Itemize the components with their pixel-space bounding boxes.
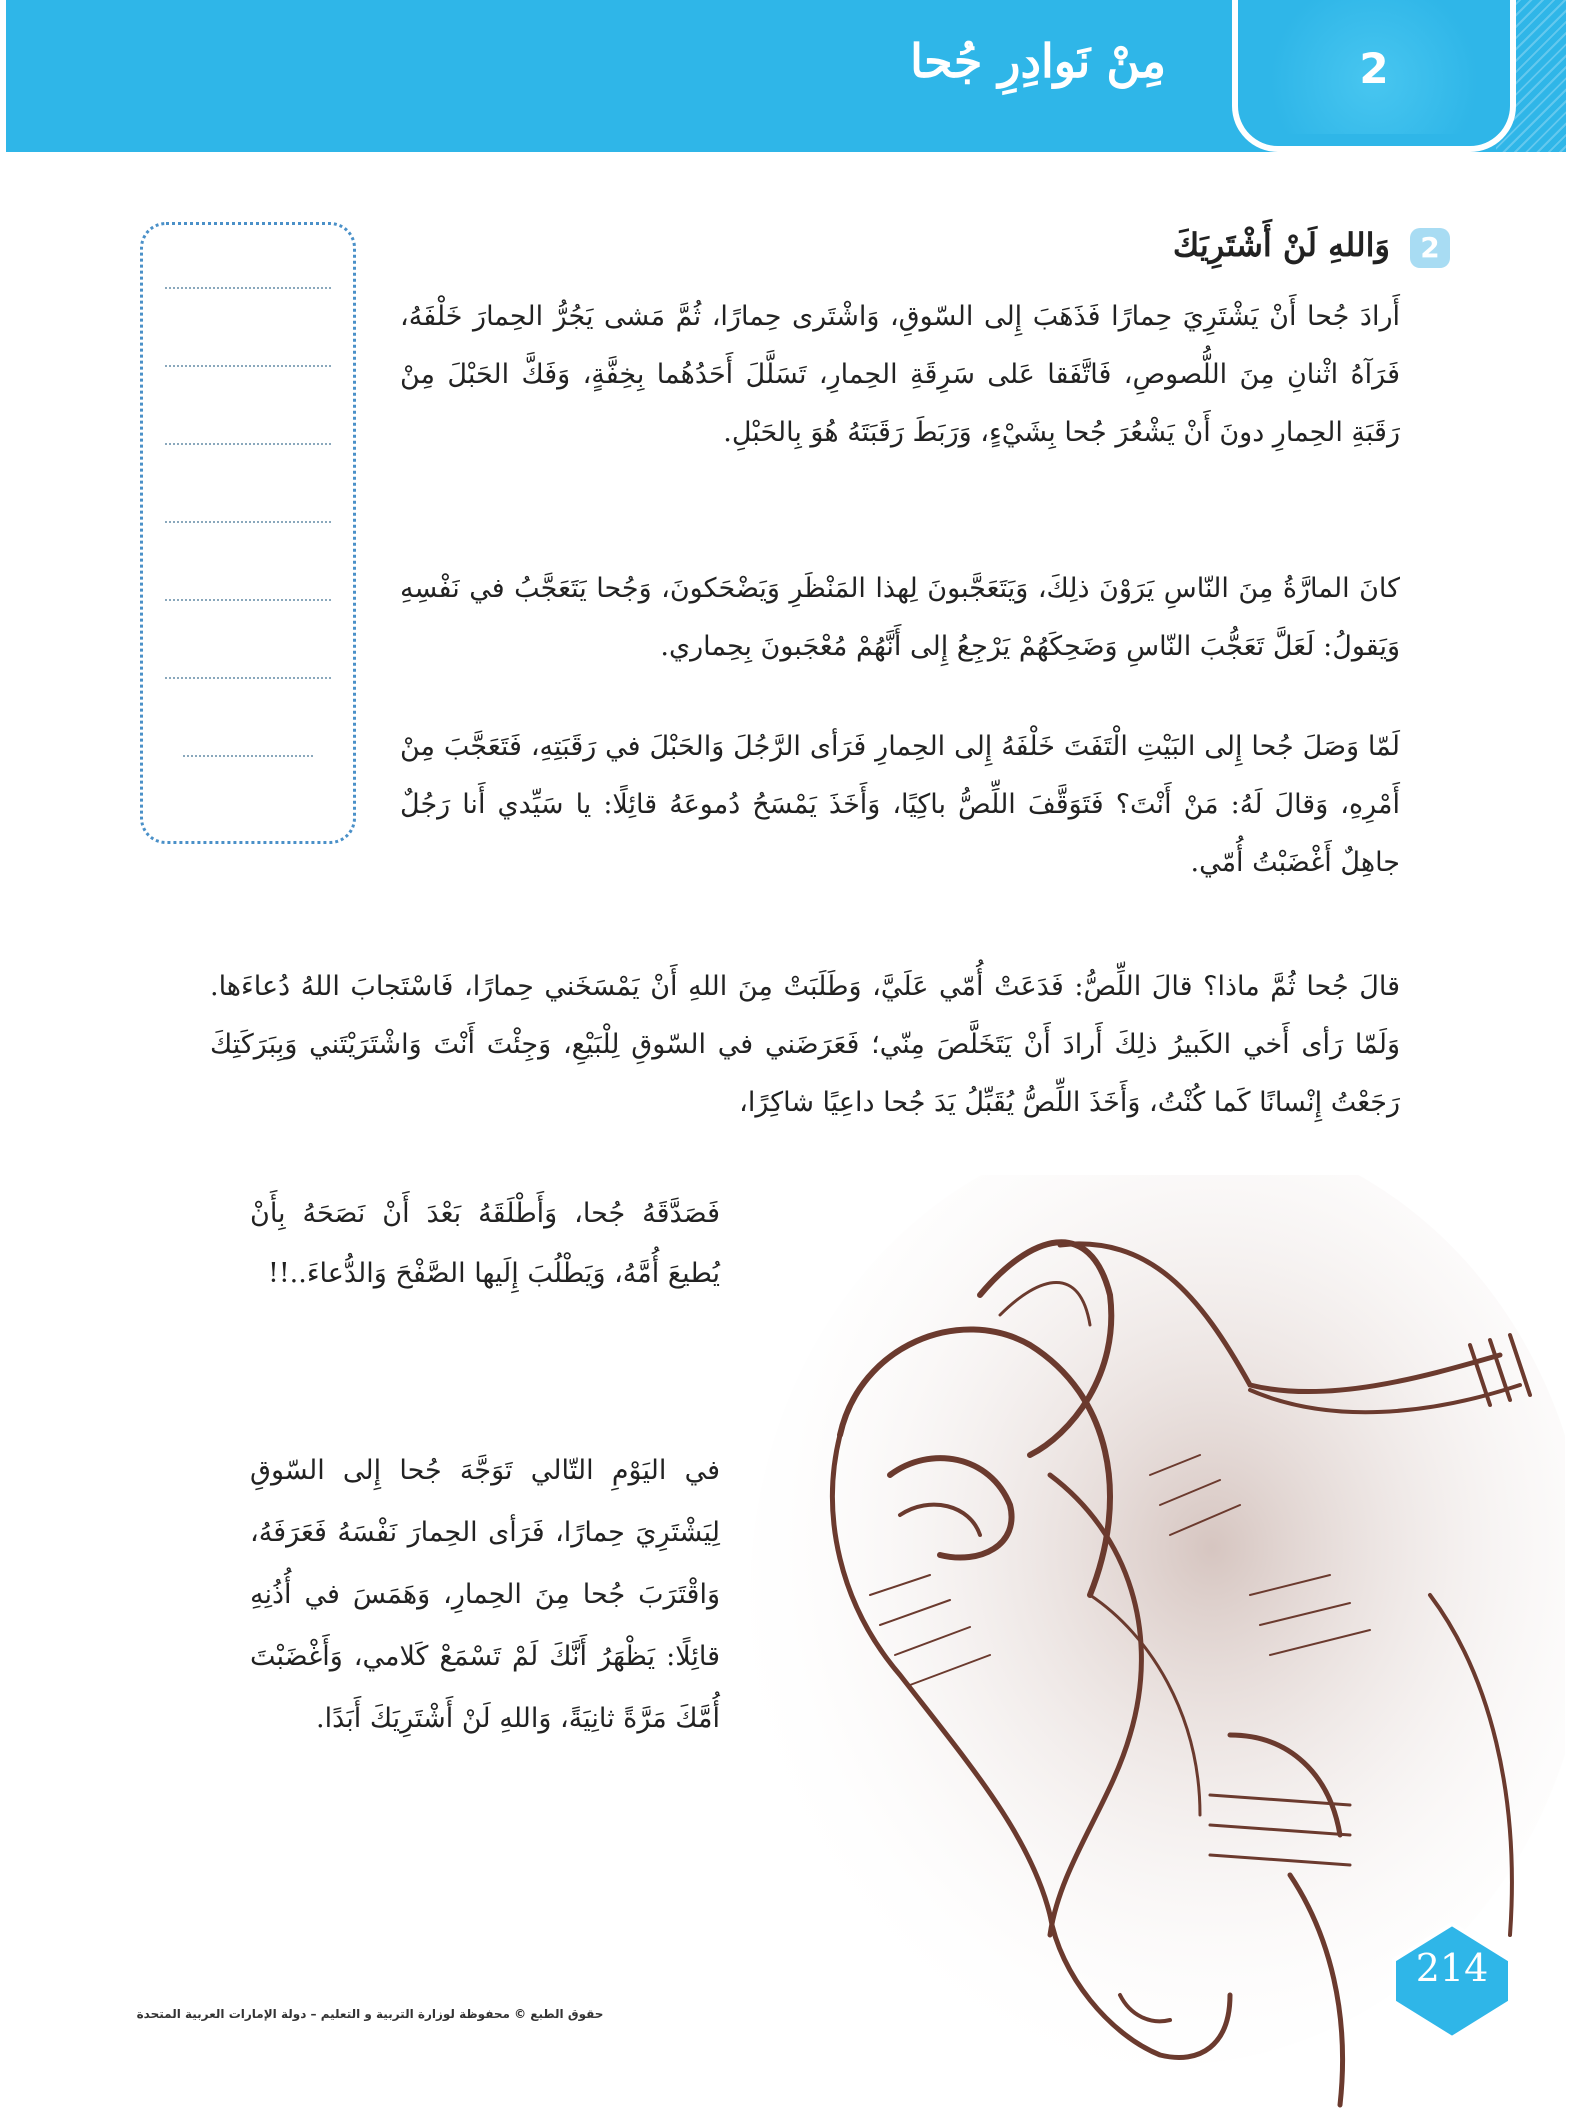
note-line[interactable] [165,521,331,523]
copyright-notice: حقوق الطبع © محفوظة لوزارة التربية و التعليم – دولة الإمارات العربية المتحدة [136,2007,604,2021]
section-title: وَاللهِ لَنْ أَشْتَرِيَكَ [1172,226,1390,264]
chapter-number: 2 [1359,44,1389,93]
story-paragraph-1: أَرادَ جُحا أَنْ يَشْتَرِيَ حِمارًا فَذَهَبَ إِلى السّوقِ، وَاشْتَرى حِمارًا، ثُمَّ مَشى يَجُرُّ الحِمارَ خَلْفَهُ، فَرَآهُ اثْنانِ مِنَ اللُّصوصِ، فَاتَّفَقا عَلى سَرِقَةِ الحِمارِ، تَسَلَّلَ أَحَدُهُما بِخِفَّةٍ، وَفَكَّ الحَبْلَ مِنْ رَقَبَةِ الحِمارِ دونَ أَنْ يَشْعُرَ جُحا بِشَيْءٍ، وَرَبَطَ رَقَبَتَهُ هُوَ بِالحَبْلِ. [400,301,1400,448]
chapter-tab-fill [1250,0,1498,134]
notes-box[interactable] [140,222,356,844]
note-line[interactable] [165,599,331,601]
note-line[interactable] [183,755,313,757]
story-paragraph-3: لَمّا وَصَلَ جُحا إِلى البَيْتِ الْتَفَتَ خَلْفَهُ إِلى الحِمارِ فَرَأى الرَّجُلَ وَالحَبْلَ في رَقَبَتِهِ، فَتَعَجَّبَ مِنْ أَمْرِهِ، وَقالَ لَهُ: مَنْ أَنْتَ؟ فَتَوَقَّفَ اللِّصُّ باكِيًا، وَأَخَذَ يَمْسَحُ دُموعَهُ قائِلًا: يا سَيِّدي أَنا رَجُلٌ جاهِلٌ أَغْضَبْتُ أُمّي. [400,731,1400,878]
note-line[interactable] [165,677,331,679]
story-paragraph-6: في اليَوْمِ التّالي تَوَجَّهَ جُحا إِلى السّوقِ لِيَشْتَرِيَ حِمارًا، فَرَأى الحِمارَ نَفْسَهُ فَعَرَفَهُ، وَاقْتَرَبَ جُحا مِنَ الحِمارِ، وَهَمَسَ في أُذُنِهِ قائِلًا: يَظْهَرُ أَنَّكَ لَمْ تَسْمَعْ كَلامي، وَأَغْضَبْتَ أُمَّكَ مَرَّةً ثانِيَةً، وَاللهِ لَنْ أَشْتَرِيَكَ أَبَدًا. [250,1455,720,1734]
story-paragraph-5: فَصَدَّقَهُ جُحا، وَأَطْلَقَهُ بَعْدَ أَنْ نَصَحَهُ بِأَنْ يُطيعَ أُمَّهُ، وَيَطْلُبَ إِلَيها الصَّفْحَ وَالدُّعاءَ..!! [250,1198,720,1289]
section-number-badge: 2 [1410,228,1450,268]
note-line[interactable] [165,365,331,367]
note-line[interactable] [165,443,331,445]
chapter-header [6,0,1566,152]
note-line[interactable] [165,287,331,289]
story-paragraph-2: كانَ المارَّةُ مِنَ النّاسِ يَرَوْنَ ذلِكَ، وَيَتَعَجَّبونَ لِهذا المَنْظَرِ وَيَضْحَكونَ، وَجُحا يَتَعَجَّبُ في نَفْسِهِ وَيَقولُ: لَعَلَّ تَعَجُّبَ النّاسِ وَضَحِكَهُمْ يَرْجِعُ إِلى أَنَّهُمْ مُعْجَبونَ بِحِماري. [400,573,1400,662]
chapter-title: مِنْ نَوادِرِ جُحا [910,34,1166,88]
page-number: 214 [1415,1946,1489,1990]
story-paragraph-4: قالَ جُحا ثُمَّ ماذا؟ قالَ اللِّصُّ: فَدَعَتْ أُمّي عَلَيَّ، وَطَلَبَتْ مِنَ اللهِ أَنْ يَمْسَخَني حِمارًا، فَاسْتَجابَ اللهُ دُعاءَها. وَلَمّا رَأى أَخي الكَبيرُ ذلِكَ أَرادَ أَنْ يَتَخَلَّصَ مِنّي؛ فَعَرَضَني في السّوقِ لِلْبَيْعِ، وَجِئْتَ أَنْتَ وَاشْتَرَيْتَني وَبِبَرَكَتِكَ رَجَعْتُ إِنْسانًا كَما كُنْتُ، وَأَخَذَ اللِّصُّ يُقَبِّلُ يَدَ جُحا داعِيًا شاكِرًا، [210,971,1400,1118]
chapter-number-tab [1232,0,1516,152]
